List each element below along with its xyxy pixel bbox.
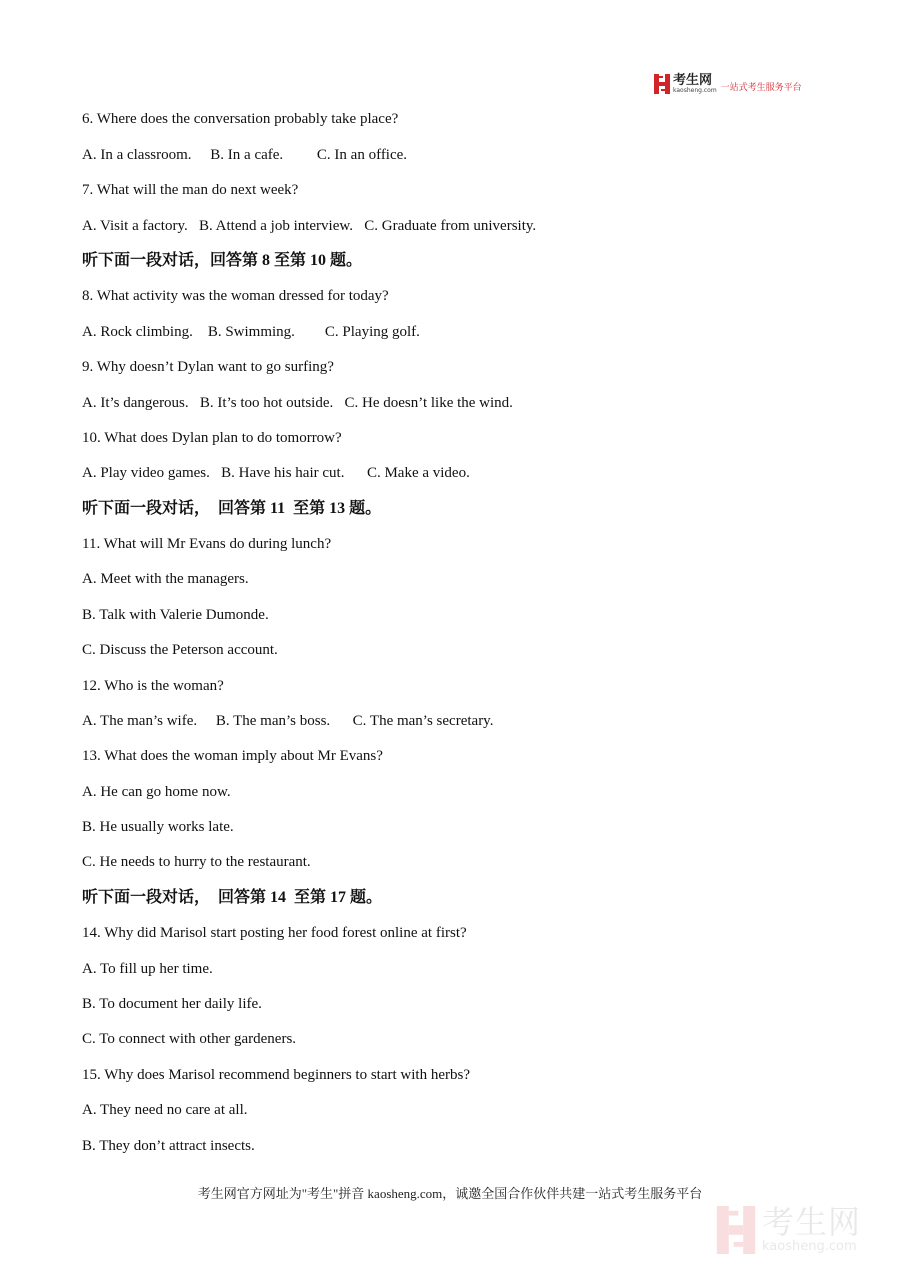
question-14-option-a: A. To fill up her time. [82,961,213,977]
question-7-options: A. Visit a factory. B. Attend a job interview. C. Graduate from university. [82,218,537,234]
question-13-option-a: A. He can go home now. [82,784,231,800]
watermark-domain: kaosheng.com [762,1239,857,1254]
question-8: 8. What activity was the woman dressed for today? [82,288,389,304]
question-10: 10. What does Dylan plan to do tomorrow? [82,430,342,446]
section-heading-8-10: 听下面一段对话，回答第 8 至第 10 题。 [82,252,363,269]
section-heading-14-17: 听下面一段对话， 回答第 14 至第 17 题。 [82,889,383,906]
logo-slogan: 一站式考生服务平台 [720,82,802,93]
question-15-option-b: B. They don’t attract insects. [82,1138,255,1154]
question-11-option-a: A. Meet with the managers. [82,571,249,587]
question-14-option-c: C. To connect with other gardeners. [82,1031,297,1047]
question-12: 12. Who is the woman? [82,678,224,694]
question-13: 13. What does the woman imply about Mr Evans? [82,748,383,764]
logo-title: 考生网 [673,73,713,88]
question-15: 15. Why does Marisol recommend beginners to start with herbs? [82,1067,470,1083]
question-8-options: A. Rock climbing. B. Swimming. C. Playing golf. [82,324,420,340]
question-9: 9. Why doesn’t Dylan want to go surfing? [82,359,334,375]
footer-text: 考生网官方网址为"考生"拼音 kaosheng.com，诚邀全国合作伙伴共建一站式考生服务平台 [197,1186,703,1201]
header-logo[interactable] [654,72,802,96]
section-heading-11-13: 听下面一段对话， 回答第 11 至第 13 题。 [82,500,382,517]
question-10-options: A. Play video games. B. Have his hair cut. C. Make a video. [82,465,470,481]
question-14: 14. Why did Marisol start posting her food forest online at first? [82,925,467,941]
logo-domain: kaosheng.com [673,87,717,94]
question-13-option-b: B. He usually works late. [82,819,234,835]
watermark-title: 考生网 [762,1203,862,1241]
question-11-option-c: C. Discuss the Peterson account. [82,642,278,658]
question-7: 7. What will the man do next week? [82,182,299,198]
question-14-option-b: B. To document her daily life. [82,996,262,1012]
question-6-options: A. In a classroom. B. In a cafe. C. In an office. [82,147,408,163]
question-13-option-c: C. He needs to hurry to the restaurant. [82,854,311,870]
question-11-option-b: B. Talk with Valerie Dumonde. [82,607,269,623]
kaosheng-logo-icon [654,74,670,94]
question-6: 6. Where does the conversation probably take place? [82,111,399,127]
question-15-option-a: A. They need no care at all. [82,1102,248,1118]
question-9-options: A. It’s dangerous. B. It’s too hot outside. C. He doesn’t like the wind. [82,395,513,411]
question-12-options: A. The man’s wife. B. The man’s boss. C. The man’s secretary. [82,713,494,729]
question-11: 11. What will Mr Evans do during lunch? [82,536,332,552]
watermark-logo-icon [716,1206,756,1254]
watermark-logo [716,1203,862,1254]
